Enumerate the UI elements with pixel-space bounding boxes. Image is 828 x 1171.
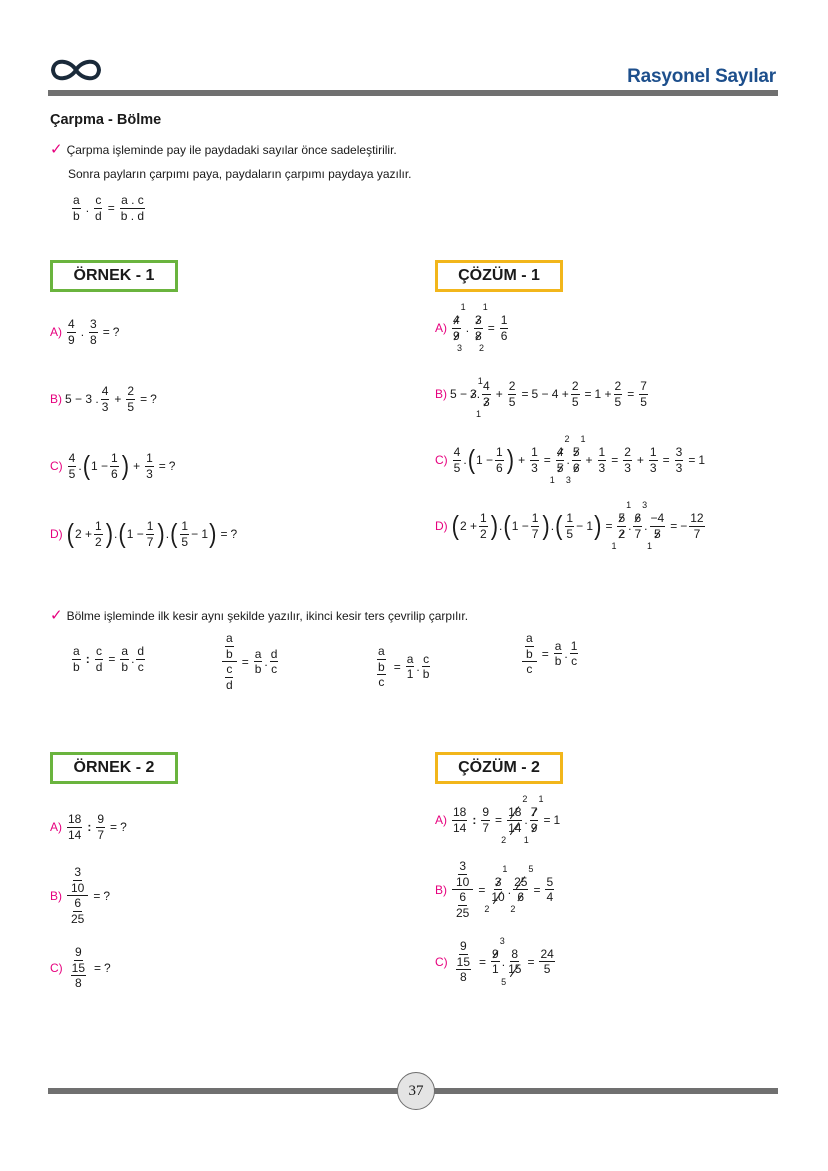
ornek-1-b: B) 5 − 3 . $\frac{4}{3}$ + $\frac{2}{5}$ = ? — [50, 384, 157, 414]
cozum-1-box: ÇÖZÜM - 1 — [435, 260, 563, 292]
rule-1-line-2: Sonra payların çarpımı paya, paydaların çarpımı paydaya yazılır. — [68, 167, 412, 181]
ornek-2-box: ÖRNEK - 2 — [50, 752, 178, 784]
division-formula-4: $\frac{\frac{a}{b}}{c}$ = $\frac{a}{b}$ . $\frac{1}{c}$ — [520, 632, 580, 676]
ornek-2-a: A) $\frac{18}{14}$ : $\frac{9}{7}$ = ? — [50, 812, 127, 842]
rule-1 — [50, 140, 397, 159]
rule-2-line-1: Bölme işleminde ilk kesir aynı şekilde yazılır, ikinci kesir ters çevrilip çarpılır. — [66, 609, 469, 623]
ornek-1-d: D) ( 2 + $\frac{1}{2}$ ) . ( 1 − $\frac{1}{7}$ ) . ( $\frac{1}{5}$ − 1 ) = ? — [50, 518, 238, 549]
ornek-2-b: B) $\frac{\frac{3}{10}}{\frac{6}{25}}$ = ? — [50, 865, 111, 926]
check-icon: ✓ — [50, 141, 63, 158]
page-number: 37 — [397, 1072, 435, 1110]
header-title: Rasyonel Sayılar — [627, 66, 776, 87]
cozum-2-b: B) $\frac{\frac{3}{10}}{\frac{6}{25}}$ = 3 1 10 2 . 25 5 6 2 = $\frac{5}{4}$ — [435, 859, 554, 920]
cozum-2-a: A) $\frac{18}{14}$ : $\frac{9}{7}$ = 18 2 14 2 . 7 1 9 1 = 1 — [435, 794, 561, 845]
ornek-1-box: ÖRNEK - 1 — [50, 260, 178, 292]
cozum-1-b: B) 5 − 3 1 . 4 3 1 + $\frac{2}{5}$ = 5 − 4 + $\frac{2}{5}$ = 1 + $\frac{2}{5}$ = $\frac{7}{5}$ — [435, 376, 647, 419]
cozum-1-d: D) ( 2 + $\frac{1}{2}$ ) . ( 1 − $\frac{1}{7}$ ) . ( $\frac{1}{5}$ − 1 ) = 5 1 2 1 . 6 3 7 . −4 5 1 = − $\frac{12}{7}$ — [435, 500, 704, 551]
division-formula-2: $\frac{\frac{a}{b}}{\frac{c}{d}}$ = $\frac{a}{b}$ . $\frac{d}{c}$ — [220, 632, 280, 691]
cozum-2-c: C) $\frac{9}{\frac{15}{8}}$ = 9 3 1 . 8 15 5 = $\frac{24}{5}$ — [435, 935, 554, 987]
ornek-2-c: C) $\frac{9}{\frac{15}{8}}$ = ? — [50, 945, 111, 991]
ornek-1-c: C) $\frac{4}{5}$ . ( 1 − $\frac{1}{6}$ ) + $\frac{1}{3}$ = ? — [50, 450, 176, 481]
header-divider — [48, 90, 778, 96]
section-title: Çarpma - Bölme — [50, 112, 162, 128]
rule-1-line-1: Çarpma işleminde pay ile paydadaki sayılar önce sadeleştirilir. — [66, 143, 397, 157]
division-formula-3: $\frac{a}{\frac{b}{c}}$ = $\frac{a}{1}$ . $\frac{c}{b}$ — [378, 644, 430, 690]
ornek-1-a: A) $\frac{4}{9}$ . $\frac{3}{8}$ = ? — [50, 317, 120, 347]
cozum-2-box: ÇÖZÜM - 2 — [435, 752, 563, 784]
division-formula-1: $\frac{a}{b}$ : $\frac{c}{d}$ = $\frac{a}{b}$ . $\frac{d}{c}$ — [73, 644, 145, 674]
rule-2 — [50, 606, 468, 625]
cozum-1-c: C) $\frac{4}{5}$ . ( 1 − $\frac{1}{6}$ ) + $\frac{1}{3}$ = 4 2 5 1 . 5 1 6 3 + $\frac{1}{3}$ = $\frac{2}{3}$ + $\frac{1}{3}$ = $\frac{3}{3}$ = 1 — [435, 434, 706, 485]
check-icon: ✓ — [50, 607, 63, 624]
multiplication-formula: $\frac{a}{b}$ . $\frac{c}{d}$ = $\frac{a . c}{b . d}$ — [73, 193, 145, 223]
infinity-logo-icon — [48, 54, 104, 86]
cozum-1-a: A) 4 1 9 3 . 3 1 8 2 = $\frac{1}{6}$ — [435, 302, 508, 353]
